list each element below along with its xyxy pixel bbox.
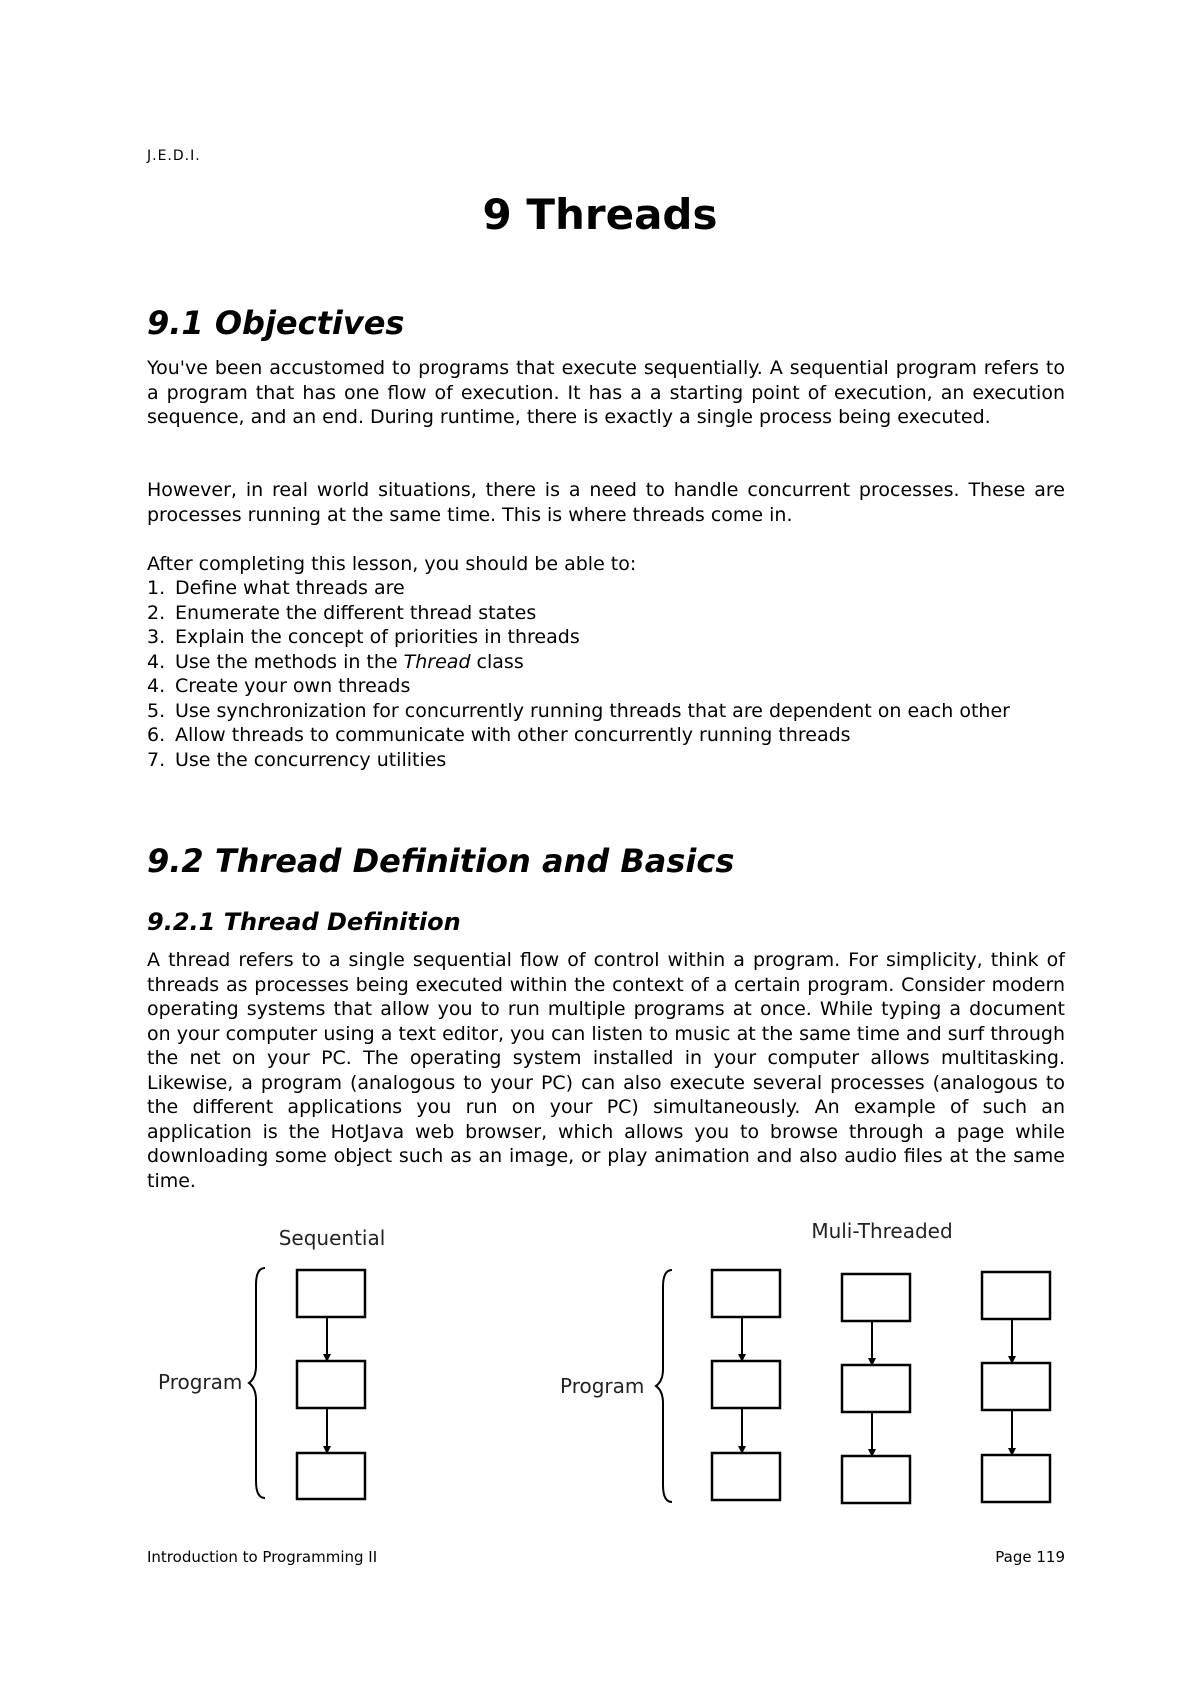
thread2-box-2	[842, 1365, 910, 1412]
multi-threaded-label: Muli-Threaded	[811, 1219, 953, 1243]
thread2-box-1	[842, 1274, 910, 1321]
footer-course-title: Introduction to Programming II	[147, 1548, 378, 1566]
thread3-box-2	[982, 1363, 1050, 1410]
thread3-box-3	[982, 1455, 1050, 1502]
program-label-left: Program	[158, 1370, 243, 1394]
program-label-right: Program	[560, 1374, 645, 1398]
footer-page-number: Page 119	[995, 1548, 1065, 1566]
objectives-list-intro: After completing this lesson, you should be able to:	[147, 553, 637, 575]
section-objectives-title: 9.1 Objectives	[147, 304, 405, 342]
sequential-box-1	[297, 1270, 365, 1317]
thread1-box-1	[712, 1270, 780, 1317]
list-item: 1. Define what threads are	[147, 577, 405, 599]
thread-definition-paragraph: A thread refers to a single sequential flow of control within a program. For simplicity, think of threads as processes being executed within the context of a certain program. Consider modern operating systems that allow you to run multiple programs at once. While typing a document on your computer using a text editor, you can listen to music at the same time and surf through the net on your PC. The operating system installed in your computer allows multitasking. Likewise, a program (analogous to your PC) can also execute several processes (analogous to the different applications you run on your PC) simultaneously. An example of such an application is the HotJava web browser, which allows you to browse through a page while downloading some object such as an image, or play animation and also audio files at the same time.	[147, 949, 1065, 1192]
list-item: 6. Allow threads to communicate with other concurrently running threads	[147, 724, 851, 746]
list-item: 3. Explain the concept of priorities in threads	[147, 626, 580, 648]
brace-right	[656, 1270, 672, 1502]
sequential-box-2	[297, 1361, 365, 1408]
thread-class-name: Thread	[403, 650, 471, 673]
objectives-paragraph-1: You've been accustomed to programs that execute sequentially. A sequential program refers to a program that has one flow of execution. It has a a starting point of execution, an execution sequence, and an end. During runtime, there is exactly a single process being executed.	[147, 357, 1065, 428]
objectives-paragraph-2: However, in real world situations, there is a need to handle concurrent processes. These are processes running at the same time. This is where threads come in.	[147, 479, 1065, 526]
thread3-box-1	[982, 1272, 1050, 1319]
list-item: 5. Use synchronization for concurrently running threads that are dependent on each other	[147, 699, 1010, 722]
thread1-box-3	[712, 1453, 780, 1500]
section-thread-basics-title: 9.2 Thread Definition and Basics	[147, 842, 735, 880]
list-item: 4. Create your own threads	[147, 675, 411, 697]
list-item: 7. Use the concurrency utilities	[147, 748, 447, 771]
sequential-box-3	[297, 1453, 365, 1499]
thread2-box-3	[842, 1456, 910, 1503]
list-item: 2. Enumerate the different thread states	[147, 601, 537, 624]
thread1-box-2	[712, 1361, 780, 1408]
brace-left	[249, 1268, 265, 1498]
list-item: 4. Use the methods in the Thread class	[147, 650, 524, 673]
sequential-label: Sequential	[278, 1226, 386, 1250]
header-label: J.E.D.I.	[147, 148, 201, 164]
chapter-title: 9 Threads	[482, 190, 718, 239]
subsection-thread-definition-title: 9.2.1 Thread Definition	[147, 908, 461, 936]
